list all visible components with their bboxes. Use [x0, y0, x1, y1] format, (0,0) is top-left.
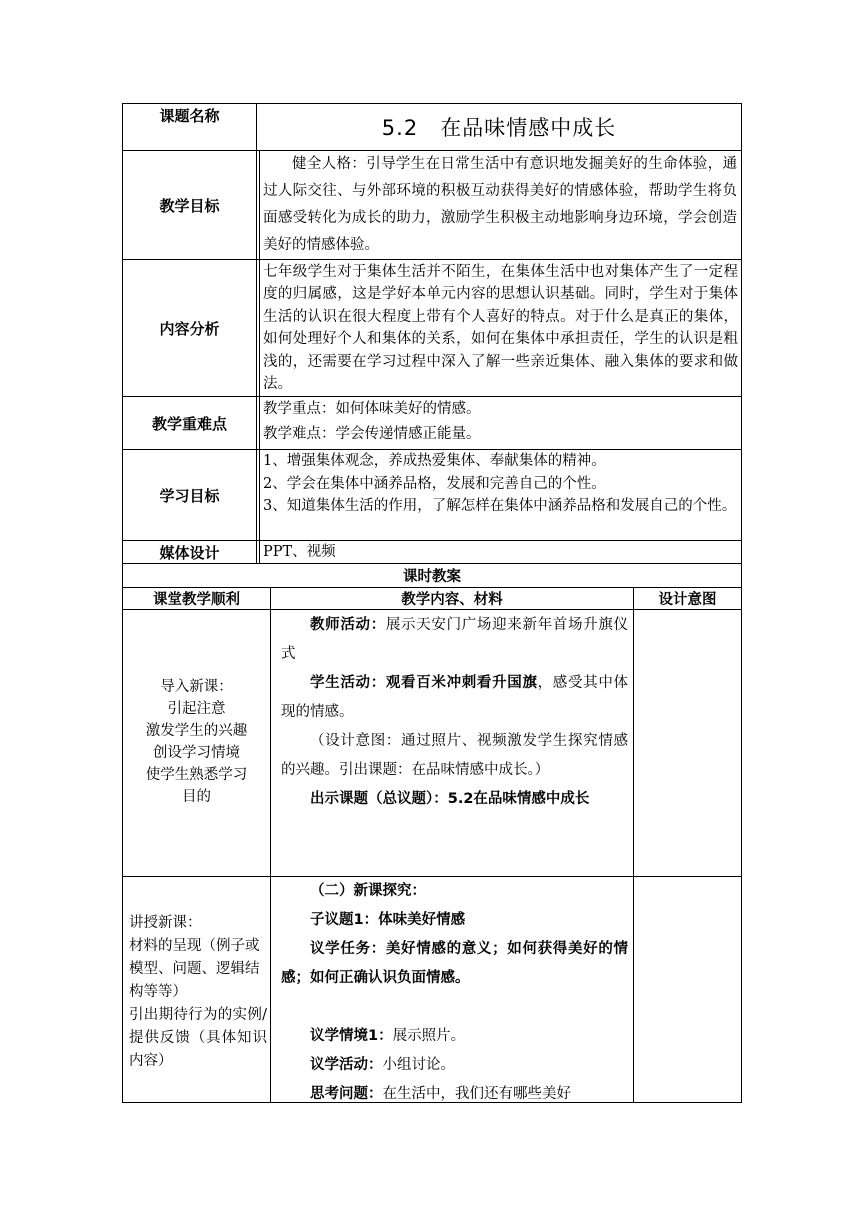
learning-activity-text: 小组讨论。 [382, 1057, 455, 1073]
learn-goals [263, 450, 738, 540]
teacher-activity [281, 611, 628, 669]
learning-scene-text: 展示照片。 [392, 1028, 466, 1044]
column-header-sequence: 课堂教学顺利 [153, 592, 240, 608]
analysis-text: 七年级学生对于集体生活并不陌生，在集体生活中也对集体产生了一定程度的归属感，这是学好本单元内容的思想认识基础。同时，学生对于集体生活的认识在很大程度上带有个人喜好的特点。对于什么是真正的集体，如何处理好个人和集体的关系，如何在集体中承担责任，学生的认识是粗浅的，还需要在学习过程中深入了解一些亲近集体、融入集体的要求和做法。 [263, 264, 738, 393]
upper-column-divider [256, 103, 257, 563]
spacer [281, 993, 628, 1022]
section1-stage-line: 创设学习情境 [153, 745, 240, 761]
student-activity-label: 学生活动： [310, 675, 386, 691]
section1-stage [123, 676, 270, 808]
thinking-question [281, 1080, 628, 1109]
learning-scene [281, 1022, 628, 1051]
column-header-content: 教学内容、材料 [401, 592, 503, 608]
section2-stage-line: 讲授新课： [129, 915, 202, 931]
section2-content [281, 877, 628, 1109]
section1-stage-line: 激发学生的兴趣 [145, 723, 248, 739]
learn-goal-item: 2、学会在集体中涵养品格，发展和完善自己的个性。 [263, 475, 606, 492]
upper-column-divider-inner [259, 150, 260, 563]
new-lesson-heading: （二）新课探究： [310, 883, 426, 899]
plan-title: 课时教案 [403, 569, 461, 585]
section2-stage-line: 材料的呈现（例子或模型、问题、逻辑结构等等） [129, 938, 260, 1000]
section2-stage-line: 引出期待行为的实例/提供反馈（具体知识内容） [129, 1007, 267, 1069]
learning-scene-label: 议学情境1： [310, 1028, 393, 1044]
learning-activity-label: 议学活动： [310, 1057, 383, 1073]
show-topic: 出示课题（总议题）：5.2在品味情感中成长 [310, 791, 590, 807]
table-border-right [741, 103, 742, 1103]
teacher-activity-label: 教师活动： [310, 617, 386, 633]
analysis-label: 内容分析 [159, 319, 220, 338]
learn-goals-label: 学习目标 [159, 486, 220, 505]
learn-goal-item: 3、知道集体生活的作用，了解怎样在集体中涵养品格和发展自己的个性。 [263, 498, 737, 514]
row-divider [122, 609, 742, 610]
media-label: 媒体设计 [159, 543, 220, 562]
section1-stage-line: 目的 [182, 789, 211, 805]
design-note: （设计意图：通过照片、视频激发学生探究情感的兴趣。引出课题：在品味情感中成长。） [281, 733, 628, 778]
section1-stage-line: 导入新课： [160, 679, 233, 695]
sub-topic: 子议题1：体味美好情感 [310, 912, 466, 928]
section1-content [281, 611, 628, 814]
student-activity-text: ，感受其中体现的情感。 [281, 675, 628, 720]
learning-activity [281, 1051, 628, 1080]
teacher-activity-text: 展示天安门广场迎来新年首场升旗仪式 [281, 617, 628, 662]
goals-text: 健全人格：引导学生在日常生活中有意识地发掘美好的生命体验，通过人际交往、与外部环境的积极互动获得美好的情感体验，帮助学生将负面感受转化为成长的助力，激励学生积极主动地影响身边环境，学会创造美好的情感体验。 [263, 156, 737, 253]
learning-task: 议学任务：美好情感的意义；如何获得美好的情感；如何正确认识负面情感。 [281, 941, 628, 986]
section2-stage [129, 912, 267, 1073]
media-text: PPT、视频 [263, 544, 336, 560]
key-points [263, 397, 737, 449]
column-header-intent: 设计意图 [658, 592, 717, 608]
student-activity [281, 669, 628, 727]
student-activity-bold: 观看百米冲刺看升国旗 [385, 675, 538, 691]
key-points-label: 教学重难点 [151, 414, 227, 433]
key-point-difficult: 教学难点：学会传递情感正能量。 [263, 426, 481, 442]
thinking-question-text: 在生活中，我们还有哪些美好 [382, 1086, 571, 1102]
lower-column-divider-2 [633, 587, 634, 1103]
learn-goal-item: 1、增强集体观念，养成热爱集体、奉献集体的精神。 [263, 453, 606, 469]
section1-stage-line: 使学生熟悉学习 [145, 767, 248, 783]
key-point-important: 教学重点：如何体味美好的情感。 [263, 401, 481, 417]
goals-label: 教学目标 [159, 196, 220, 215]
lower-column-divider-1 [270, 587, 271, 1103]
topic-title: 5.2 在品味情感中成长 [381, 116, 617, 140]
topic-label: 课题名称 [159, 106, 220, 125]
section1-stage-line: 引起注意 [167, 701, 226, 717]
thinking-question-label: 思考问题： [310, 1086, 383, 1102]
